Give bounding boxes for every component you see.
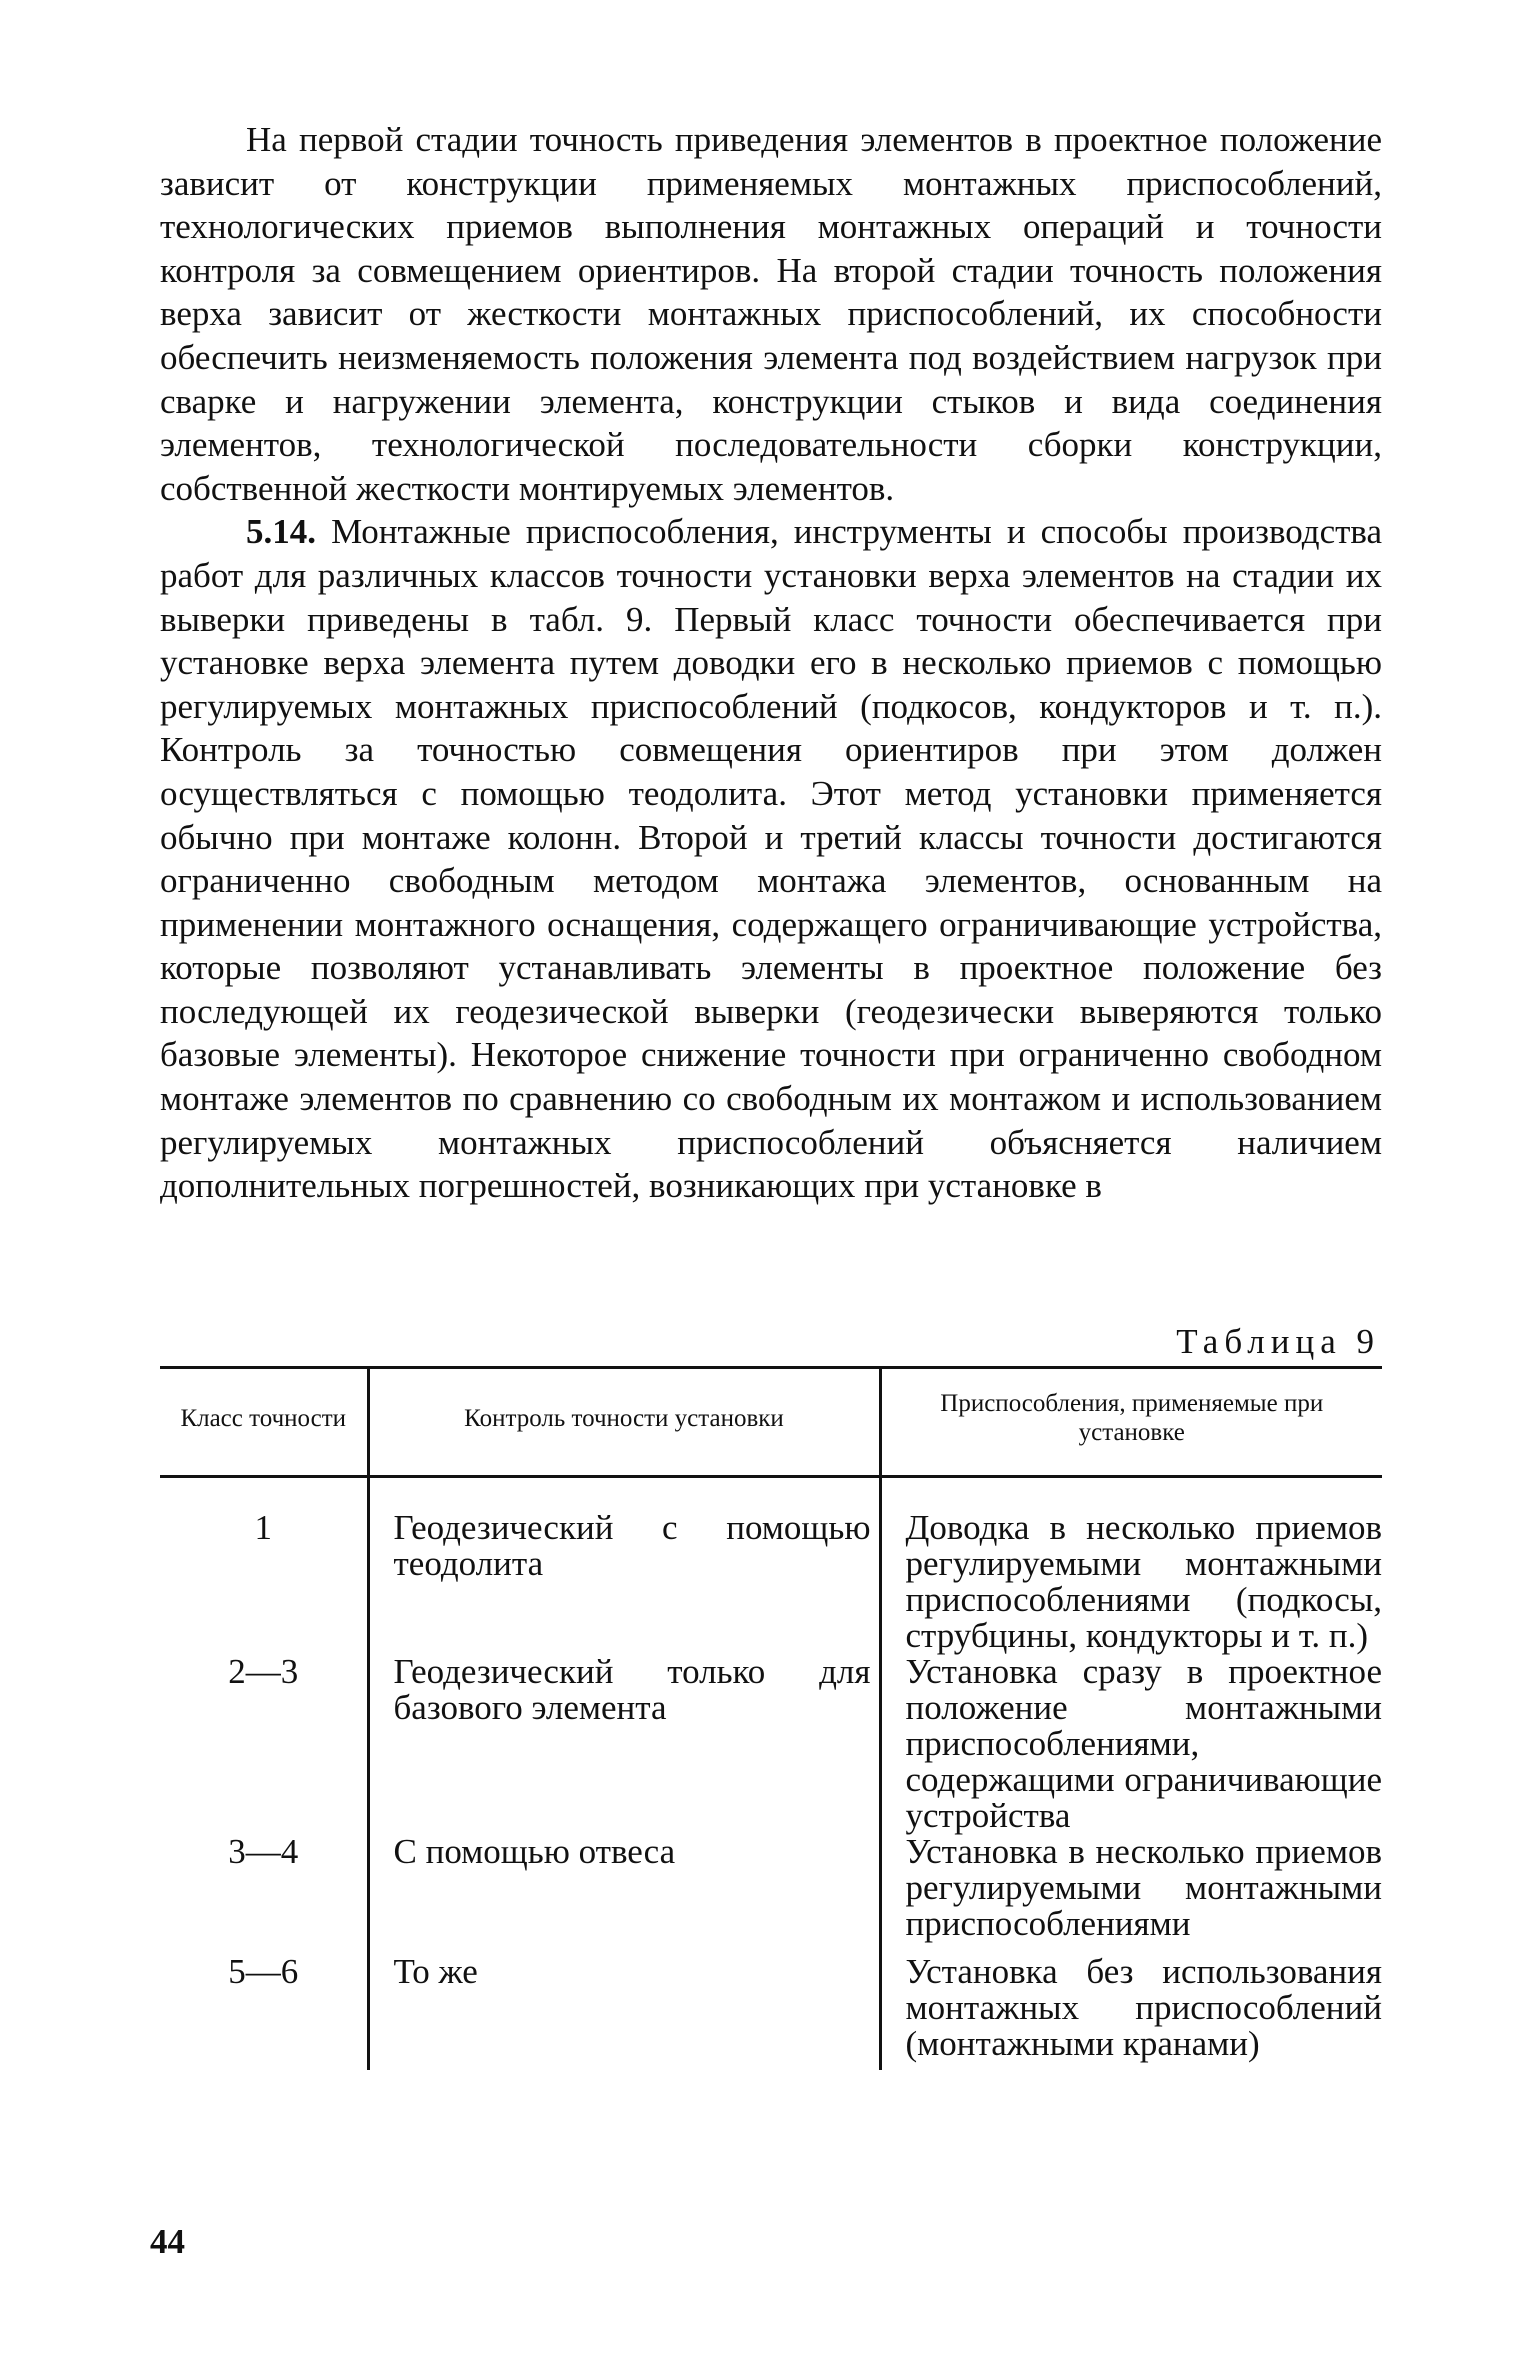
page-number: 44 [150,2222,185,2261]
table-row [160,1834,1382,1942]
paragraph-1 [160,118,1382,510]
cell-class: 2—3 [228,1652,299,1691]
paragraph-5-14-text: Монтажные приспособления, инструменты и способы производства работ для различных классов точности установки верха элементов на стадии их выверки приведены в табл. 9. Первый класс точности обеспечивается при установке верха элемента путем доводки его в несколько приемов с помощью регулируемых монтажных приспособлений (подкосов, кондукторов и т. п.). Контроль за точностью совмещения ориентиров при этом должен осуществляться с помощью теодолита. Этот метод установки применяется обычно при монтаже колонн. Второй и третий классы точности достигаются ограниченно свободным методом монтажа элементов, основанным на применении монтажного оснащения, содержащего ограничивающие устройства, которые позволяют устанавливать элементы в проектное положение без последующей их геодезической выверки (геодезически выверяются только базовые элементы). Некоторое снижение точности при ограниченно свободном монтаже элементов по сравнению со свободным их монтажом и использованием регулируемых монтажных приспособлений объясняется наличием дополнительных погрешностей, возникающих при установке в [160,512,1382,1206]
cell-class: 3—4 [228,1832,299,1871]
cell-fixtures: Установка сразу в проектное положение монтажными приспособлениями, содержащими ограничивающие устройства [880,1654,1382,1834]
cell-class: 1 [254,1508,272,1547]
cell-control: То же [368,1942,880,2070]
cell-fixtures: Установка без использования монтажных приспособлений (монтажными кранами) [880,1942,1382,2070]
cell-fixtures: Установка в несколько приемов регулируемыми монтажными приспособлениями [880,1834,1382,1942]
paragraph-5-14 [160,510,1382,1208]
table-caption: Таблица 9 [1176,1322,1380,1361]
table-9 [160,1366,1382,2070]
table-row [160,1654,1382,1834]
cell-control: Геодезический только для базового элемента [368,1654,880,1834]
body-text [160,118,1382,1208]
accuracy-table [160,1366,1382,2070]
header-class: Класс точности [160,1368,368,1477]
table-row [160,1942,1382,2070]
paragraph-1-text: На первой стадии точность приведения элементов в проектное положение зависит от конструкции применяемых монтажных приспособлений, технологических приемов выполнения монтажных операций и точности контроля за совмещением ориентиров. На второй стадии точность положения верха зависит от жесткости монтажных приспособлений, их способности обеспечить неизменяемость положения элемента под воздействием нагрузок при сварке и нагружении элемента, конструкции стыков и вида соединения элементов, технологической последовательности сборки конструкции, собственной жесткости монтируемых элементов. [160,120,1382,508]
cell-control: Геодезический с помощью теодолита [368,1477,880,1655]
cell-fixtures: Доводка в несколько приемов регулируемыми монтажными приспособлениями (подкосы, струбцины, кондукторы и т. п.) [880,1477,1382,1655]
cell-control: С помощью отвеса [368,1834,880,1942]
table-row [160,1477,1382,1655]
header-fixtures: Приспособления, применяемые при установке [880,1368,1382,1477]
header-control: Контроль точности установки [368,1368,880,1477]
section-number: 5.14. [246,512,316,552]
table-header-row [160,1368,1382,1477]
cell-class: 5—6 [228,1952,299,1991]
